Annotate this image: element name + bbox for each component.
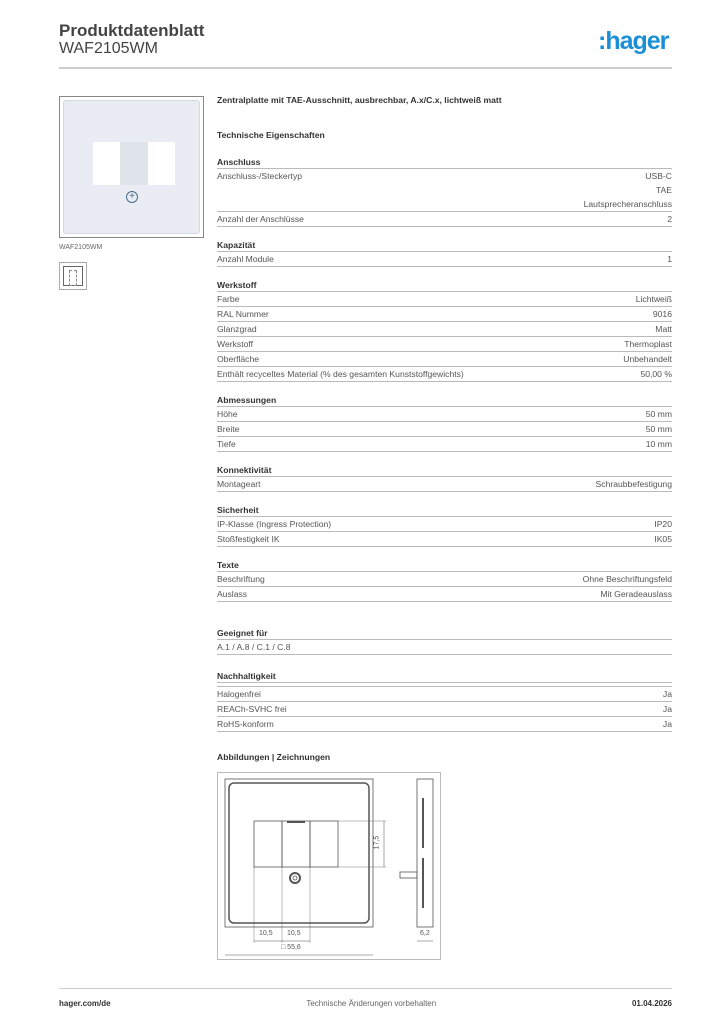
spec-row	[217, 477, 672, 492]
spec-value: Matt	[655, 324, 672, 334]
spec-value: Mit Geradeauslass	[600, 589, 672, 599]
spec-key: Glanzgrad	[217, 324, 257, 334]
spec-value: USB-C TAE Lautsprecheranschluss	[583, 171, 672, 209]
spec-key: Oberfläche	[217, 354, 260, 364]
dim-depth: 6,2	[420, 930, 430, 937]
spec-row	[217, 572, 672, 587]
footer-date: 01.04.2026	[631, 999, 672, 1008]
socket-right	[148, 142, 175, 185]
tech-title: Technische Eigenschaften	[217, 130, 325, 140]
spec-key: Beschriftung	[217, 574, 265, 584]
drawings-title: Abbildungen | Zeichnungen	[217, 752, 331, 762]
suitable-value: A.1 / A.8 / C.1 / C.8	[217, 642, 291, 652]
spec-key: Anzahl der Anschlüsse	[217, 214, 304, 224]
section-title: Geeignet für	[217, 626, 672, 640]
section-title: Sicherheit	[217, 503, 672, 517]
spec-row	[217, 640, 672, 655]
spec-row	[217, 292, 672, 307]
spec-value: 50 mm	[645, 409, 672, 419]
technical-drawing	[217, 772, 441, 960]
hager-logo: :hager	[598, 27, 669, 55]
spec-value: IK05	[654, 534, 672, 544]
product-code: WAF2105WM	[59, 40, 158, 57]
spec-value: 50,00 %	[640, 369, 672, 379]
spec-row	[217, 437, 672, 452]
section-title: Konnektivität	[217, 463, 672, 477]
spec-key: Höhe	[217, 409, 238, 419]
section-title: Werkstoff	[217, 278, 672, 292]
product-description: Zentralplatte mit TAE-Ausschnitt, ausbrechbar, A.x/C.x, lichtweiß matt	[217, 95, 502, 105]
spec-key: Auslass	[217, 589, 248, 599]
spec-value: Ja	[662, 704, 672, 714]
spec-value: 9016	[652, 309, 672, 319]
spec-key: Montageart	[217, 479, 261, 489]
spec-key: Anschluss-/Steckertyp	[217, 171, 303, 181]
spec-value: Ja	[662, 719, 672, 729]
screw-icon: +	[126, 191, 138, 203]
spec-value: 2	[667, 214, 672, 224]
image-thumbnail[interactable]	[59, 262, 87, 290]
socket-left	[93, 142, 120, 185]
spec-key: Halogenfrei	[217, 689, 261, 699]
socket-middle	[120, 142, 148, 185]
dim-width-1: 10,5	[259, 930, 273, 937]
spec-key: Enthält recyceltes Material (% des gesamten Kunststoffgewichts)	[217, 369, 464, 379]
section-title: Abmessungen	[217, 393, 672, 407]
spec-row	[217, 702, 672, 717]
spec-row	[217, 367, 672, 382]
spec-row	[217, 169, 672, 212]
spec-row	[217, 717, 672, 732]
page-title: Produktdatenblatt	[59, 21, 205, 40]
spec-row	[217, 352, 672, 367]
section-title: Anschluss	[217, 155, 672, 169]
spec-value: IP20	[654, 519, 672, 529]
spec-value: Lichtweiß	[635, 294, 672, 304]
spec-row	[217, 307, 672, 322]
dim-width-2: 10,5	[287, 930, 301, 937]
spec-value: Thermoplast	[624, 339, 672, 349]
image-caption: WAF2105WM	[59, 244, 103, 251]
spec-key: Breite	[217, 424, 240, 434]
spec-value: Ja	[662, 689, 672, 699]
product-image	[59, 96, 204, 238]
spec-key: Farbe	[217, 294, 240, 304]
section-title: Kapazität	[217, 238, 672, 252]
spec-value: Schraubbefestigung	[595, 479, 672, 489]
header-divider	[59, 67, 672, 69]
spec-value: 1	[667, 254, 672, 264]
spec-row	[217, 407, 672, 422]
dim-height: 17,5	[373, 835, 381, 850]
spec-key: Werkstoff	[217, 339, 253, 349]
spec-value: 10 mm	[645, 439, 672, 449]
spec-row	[217, 517, 672, 532]
footer	[59, 988, 672, 1008]
spec-row	[217, 422, 672, 437]
spec-key: RAL Nummer	[217, 309, 269, 319]
spec-key: Stoßfestigkeit IK	[217, 534, 280, 544]
spec-row	[217, 532, 672, 547]
section-title: Texte	[217, 558, 672, 572]
spec-key: REACh-SVHC frei	[217, 704, 287, 714]
spec-key: RoHS-konform	[217, 719, 274, 729]
spec-key: Tiefe	[217, 439, 236, 449]
spec-value: Ohne Beschriftungsfeld	[582, 574, 672, 584]
footer-website[interactable]: hager.com/de	[59, 999, 111, 1008]
section-title: Nachhaltigkeit	[217, 669, 672, 683]
spec-value: 50 mm	[645, 424, 672, 434]
spec-row	[217, 587, 672, 602]
dim-size: □ 55,6	[281, 944, 301, 951]
spec-row	[217, 252, 672, 267]
spec-column	[217, 95, 672, 960]
spec-row	[217, 322, 672, 337]
spec-key: IP-Klasse (Ingress Protection)	[217, 519, 332, 529]
footer-note: Technische Änderungen vorbehalten	[306, 999, 437, 1008]
spec-row	[217, 337, 672, 352]
spec-row	[217, 687, 672, 702]
spec-value: Unbehandelt	[623, 354, 672, 364]
spec-row	[217, 212, 672, 227]
spec-key: Anzahl Module	[217, 254, 274, 264]
